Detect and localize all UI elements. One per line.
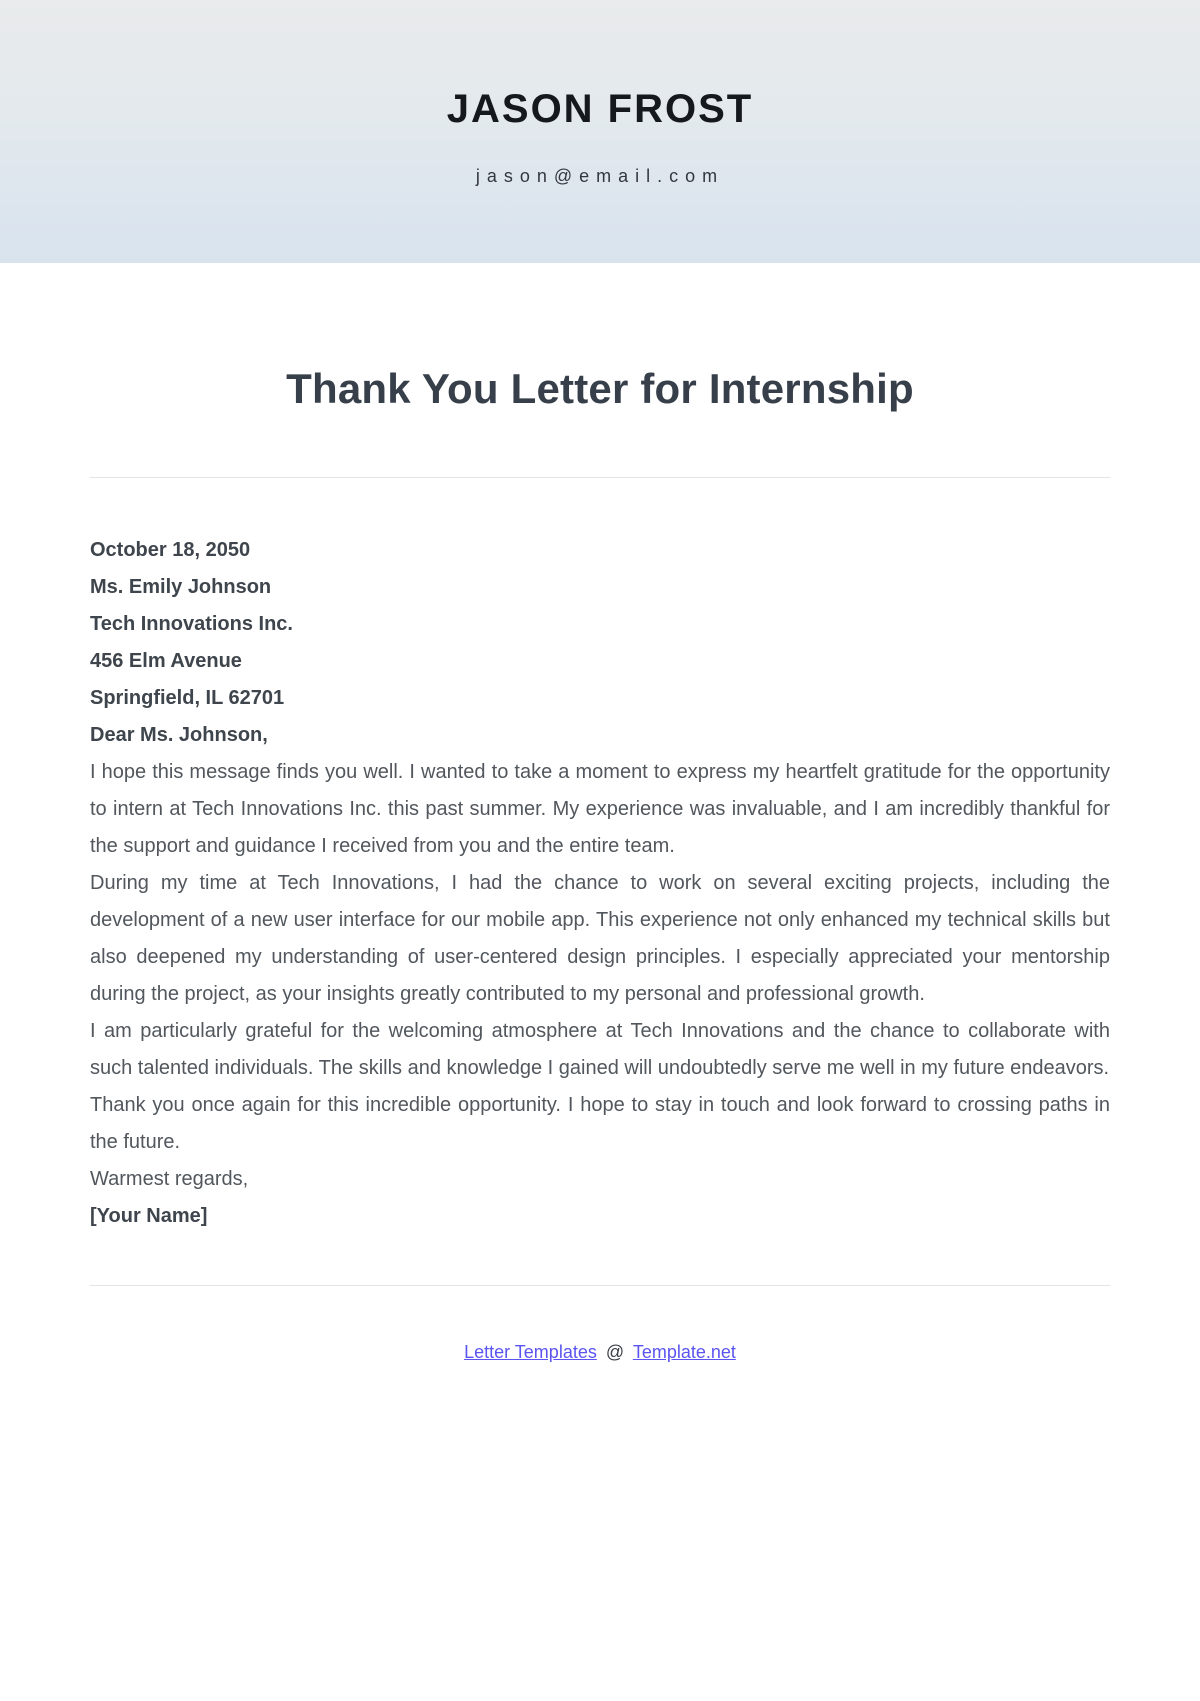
recipient-street: 456 Elm Avenue (90, 650, 242, 672)
paragraph-1: I hope this message finds you well. I wanted to take a moment to express my heartfelt gratitude for the opportunity to intern at Tech Innovations Inc. this past summer. My experience was invaluable, and I am incredibly thankful for the support and guidance I received from you and the entire team. (90, 761, 1110, 857)
recipient-company: Tech Innovations Inc. (90, 613, 293, 635)
footer (0, 1342, 1200, 1363)
letter-date: October 18, 2050 (90, 539, 251, 561)
sender-name: JASON FROST (446, 86, 754, 131)
paragraph-3: I am particularly grateful for the welcoming atmosphere at Tech Innovations and the chance to collaborate with such talented individuals. The skills and knowledge I gained will undoubtedly serve me well in my future endeavors. (90, 1020, 1110, 1079)
paragraph-2: During my time at Tech Innovations, I had the chance to work on several exciting projects, including the development of a new user interface for our mobile app. This experience not only enhanced my technical skills but also deepened my understanding of user-centered design principles. I especially appreciated your mentorship during the project, as your insights greatly contributed to my personal and professional growth. (90, 872, 1110, 1005)
bottom-divider (90, 1285, 1110, 1286)
letter-body (0, 478, 1200, 1235)
signature: [Your Name] (90, 1205, 208, 1227)
salutation: Dear Ms. Johnson, (90, 724, 268, 746)
closing: Warmest regards, (90, 1168, 249, 1190)
template-net-link[interactable]: Template.net (632, 1342, 736, 1362)
recipient-city: Springfield, IL 62701 (90, 687, 285, 709)
recipient-name: Ms. Emily Johnson (90, 576, 272, 598)
letterhead (0, 0, 1200, 263)
letter-templates-link[interactable]: Letter Templates (464, 1342, 597, 1362)
page-title: Thank You Letter for Internship (286, 365, 914, 412)
paragraph-4: Thank you once again for this incredible opportunity. I hope to stay in touch and look forward to crossing paths in the future. (90, 1094, 1110, 1153)
sender-email: jason@email.com (475, 165, 725, 186)
footer-separator: @ (605, 1342, 625, 1362)
